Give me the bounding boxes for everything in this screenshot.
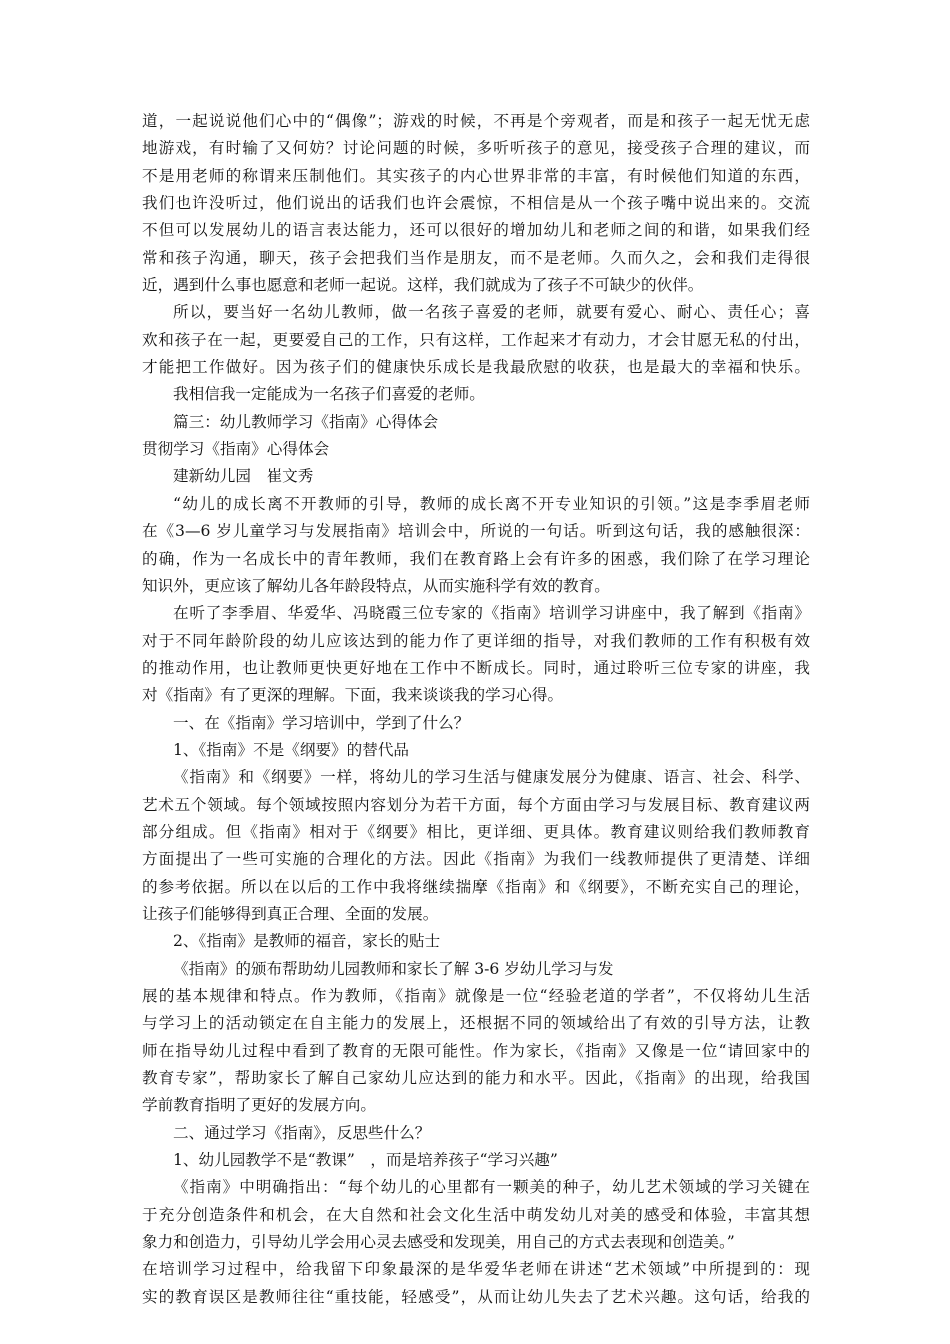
text-line: 教育专家”，帮助家长了解自己家幼儿应达到的能力和水平。因此，《指南》的出现，给我国 bbox=[142, 1069, 810, 1088]
text-line: 《指南》中明确指出：“每个幼儿的心里都有一颗美的种子，幼儿艺术领域的学习关键在 bbox=[173, 1178, 810, 1197]
text-line: 《指南》和《纲要》一样，将幼儿的学习生活与健康发展分为健康、语言、社会、科学、 bbox=[173, 768, 810, 787]
subheading: 二、通过学习《指南》，反思些什么？ bbox=[173, 1123, 431, 1142]
text-line: 我相信我一定能成为一名孩子们喜爱的老师。 bbox=[173, 385, 485, 404]
text-line: 师在指导幼儿过程中看到了教育的无限可能性。作为家长，《指南》又像是一位“请回家中的 bbox=[142, 1041, 810, 1060]
text-line: 的参考依据。所以在以后的工作中我将继续揣摩《指南》和《纲要》，不断充实自己的理论， bbox=[142, 877, 810, 896]
text-line: 道，一起说说他们心中的“偶像”；游戏的时候，不再是个旁观者，而是和孩子一起无忧无虑 bbox=[142, 112, 810, 130]
text-line: 才能把工作做好。因为孩子们的健康快乐成长是我最欣慰的收获，也是最大的幸福和快乐。 bbox=[142, 358, 810, 377]
article-title: 贯彻学习《指南》心得体会 bbox=[142, 440, 330, 459]
text-line: 艺术五个领域。每个领域按照内容划分为若干方面，每个方面由学习与发展目标、教育建议两 bbox=[142, 795, 810, 814]
text-line: 实的教育误区是教师往往“重技能，轻感受”，从而让幼儿失去了艺术兴趣。这句话，给我的 bbox=[142, 1287, 810, 1306]
text-line: 我们也许没听过，他们说出的话我们也许会震惊，不相信是从一个孩子嘴中说出来的。交流 bbox=[142, 194, 810, 213]
text-line: 让孩子们能够得到真正合理、全面的发展。 bbox=[142, 904, 439, 923]
subheading: 2、《指南》是教师的福音，家长的贴士 bbox=[173, 932, 441, 951]
text-line: 方面提出了一些可实施的合理化的方法。因此《指南》为我们一线教师提供了更清楚、详细 bbox=[142, 850, 810, 869]
text-line: “幼儿的成长离不开教师的引导，教师的成长离不开专业知识的引领。”这是李季眉老师 bbox=[173, 494, 810, 513]
text-line: 对于不同年龄阶段的幼儿应该达到的能力作了更详细的指导，对我们教师的工作有积极有效 bbox=[142, 631, 810, 650]
text-line: 在培训学习过程中，给我留下印象最深的是华爱华老师在讲述“艺术领域”中所提到的：现 bbox=[142, 1260, 810, 1279]
document-body bbox=[142, 108, 810, 1311]
subheading: 1、幼儿园教学不是“教课” ，而是培养孩子“学习兴趣” bbox=[173, 1151, 558, 1170]
text-line: 在听了李季眉、华爱华、冯晓霞三位专家的《指南》培训学习讲座中，我了解到《指南》 bbox=[173, 604, 810, 623]
text-line: 部分组成。但《指南》相对于《纲要》相比，更详细、更具体。教育建议则给我们教师教育 bbox=[142, 822, 810, 841]
text-line: 的推动作用，也让教师更快更好地在工作中不断成长。同时，通过聆听三位专家的讲座，我 bbox=[142, 658, 810, 677]
text-line: 所以，要当好一名幼儿教师，做一名孩子喜爱的老师，就要有爱心、耐心、责任心；喜 bbox=[173, 303, 810, 322]
text-line: 于充分创造条件和机会，在大自然和社会文化生活中萌发幼儿对美的感受和体验，丰富其想 bbox=[142, 1205, 810, 1224]
text-line: 欢和孩子在一起，更要爱自己的工作，只有这样，工作起来才有动力，才会甘愿无私的付出， bbox=[142, 330, 810, 349]
author-line: 建新幼儿园 崔文秀 bbox=[173, 467, 314, 486]
text-line: 地游戏，有时输了又何妨？讨论问题的时候，多听听孩子的意见，接受孩子合理的建议，而 bbox=[142, 139, 810, 158]
subheading: 1、《指南》不是《纲要》的替代品 bbox=[173, 740, 410, 759]
text-line: 知识外，更应该了解幼儿各年龄段特点，从而实施科学有效的教育。 bbox=[142, 576, 610, 595]
text-line: 展的基本规律和特点。作为教师，《指南》就像是一位“经验老道的学者”，不仅将幼儿生活 bbox=[142, 987, 810, 1005]
text-line: 近，遇到什么事也愿意和老师一起说。这样，我们就成为了孩子不可缺少的伙伴。 bbox=[142, 276, 704, 295]
text-line: 的确，作为一名成长中的青年教师，我们在教育路上会有许多的困惑，我们除了在学习理论 bbox=[142, 549, 810, 568]
section-title: 篇三：幼儿教师学习《指南》心得体会 bbox=[173, 412, 439, 431]
text-line: 不是用老师的称谓来压制他们。其实孩子的内心世界非常的丰富，有时候他们知道的东西， bbox=[142, 166, 810, 185]
text-line: 《指南》的颁布帮助幼儿园教师和家长了解 3-6 岁幼儿学习与发 bbox=[173, 959, 614, 978]
text-line: 象力和创造力，引导幼儿学会用心灵去感受和发现美，用自己的方式去表现和创造美。” bbox=[142, 1233, 735, 1252]
text-line: 与学习上的活动锁定在自主能力的发展上，还根据不同的领域给出了有效的引导方法，让教 bbox=[142, 1014, 810, 1033]
text-line: 常和孩子沟通，聊天，孩子会把我们当作是朋友，而不是老师。久而久之，会和我们走得很 bbox=[142, 248, 810, 267]
subheading: 一、在《指南》学习培训中，学到了什么？ bbox=[173, 713, 470, 732]
text-line: 学前教育指明了更好的发展方向。 bbox=[142, 1096, 376, 1115]
text-line: 对《指南》有了更深的理解。下面，我来谈谈我的学习心得。 bbox=[142, 686, 564, 705]
text-line: 在《3—6 岁儿童学习与发展指南》培训会中，所说的一句话。听到这句话，我的感触很深： bbox=[142, 522, 810, 541]
text-line: 不但可以发展幼儿的语言表达能力，还可以很好的增加幼儿和老师之间的和谐，如果我们经 bbox=[142, 221, 810, 240]
